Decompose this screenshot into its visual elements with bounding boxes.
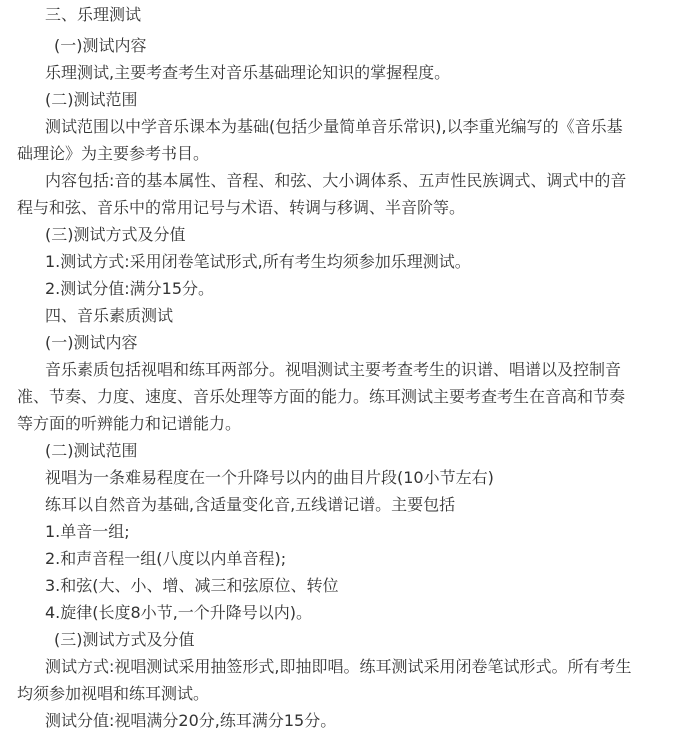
list-item-test-score-1: 2.测试分值:满分15分。 [45, 279, 215, 298]
list-item-harmonic-intervals: 2.和声音程一组(八度以内单音程); [45, 549, 287, 568]
list-item-single-notes: 1.单音一组; [45, 522, 130, 541]
paragraph-content-line-2: 程与和弦、音乐中的常用记号与术语、转调与移调、半音阶等。 [17, 198, 466, 217]
subheading-method-score-2: (三)测试方式及分值 [54, 630, 195, 649]
paragraph-scope-line-2: 础理论》为主要参考书目。 [17, 144, 210, 163]
paragraph-method-line-1: 测试方式:视唱测试采用抽签形式,即抽即唱。练耳测试采用闭卷笔试形式。所有考生 [45, 657, 632, 676]
subheading-test-scope-1: (二)测试范围 [45, 90, 138, 109]
paragraph-method-line-2: 均须参加视唱和练耳测试。 [17, 684, 210, 703]
list-item-melody: 4.旋律(长度8小节,一个升降号以内)。 [45, 603, 313, 622]
paragraph-content-line-1: 内容包括:音的基本属性、音程、和弦、大小调体系、五声性民族调式、调式中的音 [45, 171, 627, 190]
subheading-test-content-1: (一)测试内容 [54, 36, 147, 55]
paragraph-quality-line-3: 等方面的听辨能力和记谱能力。 [17, 414, 242, 433]
paragraph-scope-line-1: 测试范围以中学音乐课本为基础(包括少量简单音乐常识),以李重光编写的《音乐基 [45, 117, 623, 136]
paragraph-quality-line-2: 准、节奏、力度、速度、音乐处理等方面的能力。练耳测试主要考查考生在音高和节奏 [17, 387, 626, 406]
paragraph-ear-training: 练耳以自然音为基础,含适量变化音,五线谱记谱。主要包括 [45, 495, 456, 514]
paragraph-quality-line-1: 音乐素质包括视唱和练耳两部分。视唱测试主要考查考生的识谱、唱谱以及控制音 [45, 360, 622, 379]
section-heading-music-quality: 四、音乐素质测试 [45, 306, 174, 325]
list-item-test-method-1: 1.测试方式:采用闭卷笔试形式,所有考生均须参加乐理测试。 [45, 252, 471, 271]
paragraph-sight-singing: 视唱为一条难易程度在一个升降号以内的曲目片段(10小节左右) [45, 468, 494, 487]
subheading-test-scope-2: (二)测试范围 [45, 441, 138, 460]
list-item-chords: 3.和弦(大、小、增、减三和弦原位、转位 [45, 576, 339, 595]
subheading-method-score-1: (三)测试方式及分值 [45, 225, 186, 244]
paragraph-theory-test: 乐理测试,主要考查考生对音乐基础理论知识的掌握程度。 [45, 63, 451, 82]
subheading-test-content-2: (一)测试内容 [45, 333, 138, 352]
section-heading-music-theory: 三、乐理测试 [45, 5, 142, 24]
paragraph-final-score: 测试分值:视唱满分20分,练耳满分15分。 [45, 711, 337, 730]
